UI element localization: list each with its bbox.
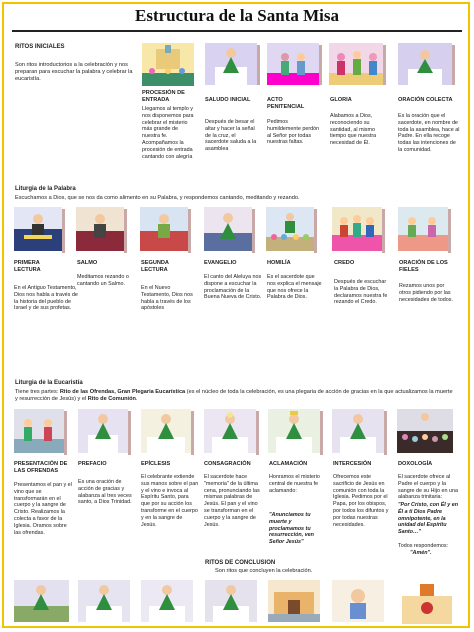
card-head: CONSAGRACIÓN xyxy=(204,461,251,467)
title-divider xyxy=(12,30,462,32)
illustration-shadow xyxy=(383,45,386,85)
card-head: SALUDO INICIAL xyxy=(205,97,251,103)
illustration-shadow xyxy=(448,209,451,253)
illustration-shadow xyxy=(314,209,317,253)
illustration-salmo xyxy=(76,207,124,251)
card-head: EPÍCLESIS xyxy=(141,461,171,467)
illustration-ofrendas xyxy=(14,409,64,453)
card-head: PRESENTACIÓN DE LAS OFRENDAS xyxy=(14,461,68,474)
card-text: Después de escuchar la Palabra de Dios, declaramos nuestra fe rezando el Credo. xyxy=(334,279,388,306)
card-text: Pedimos humildemente perdón al Señor por todas nuestras faltas. xyxy=(267,119,320,146)
illustration-conclusion-5 xyxy=(268,580,320,622)
illustration-shadow xyxy=(252,209,255,253)
illustration-conclusion-1 xyxy=(14,580,69,622)
card-text: Rezamos unos por otros pidiendo por las necesidades de todos. xyxy=(399,283,453,303)
card-head: CREDO xyxy=(334,260,355,266)
illustration-primera-lectura xyxy=(14,207,62,251)
illustration-aclamacion xyxy=(268,409,320,453)
card-response: Todos respondemos: xyxy=(398,543,449,549)
illustration-shadow xyxy=(62,209,65,253)
illustration-conclusion-4 xyxy=(205,580,257,622)
illustration-procesion xyxy=(142,43,194,86)
card-text: En el Nuevo Testamento, Dios nos habla a través de los apóstoles xyxy=(141,285,193,312)
section-label-liturgia-eucaristia: Liturgia de la Eucaristía xyxy=(15,380,83,386)
card-head: INTERCESIÓN xyxy=(333,461,372,467)
illustration-colecta xyxy=(398,43,452,85)
card-head: PROCESIÓN DE ENTRADA xyxy=(142,90,185,103)
illustration-intercesion xyxy=(332,409,384,453)
illustration-shadow xyxy=(64,411,67,455)
card-text: El sacerdote ofrece al Padre el cuerpo y la sangre de su Hijo en una alabanza trinitaria: xyxy=(398,474,458,501)
card-text: Alabamos a Dios, reconociendo su santidad, al mismo tiempo que nuestra necesidad de Él. xyxy=(330,113,377,147)
card-text: El sacerdote hace "memoria" de la última cena, pronunciando las mismas palabras de Jesús. El pan y el vino se transforman en el cuerpo y la sangre de Jesús. xyxy=(204,474,260,528)
card-head: ORACIÓN COLECTA xyxy=(398,97,453,103)
illustration-credo xyxy=(332,207,382,251)
illustration-gloria xyxy=(329,43,383,85)
illustration-epiclesis xyxy=(141,409,191,453)
card-head: PRIMERA LECTURA xyxy=(14,260,41,273)
illustration-shadow xyxy=(256,411,259,455)
card-text: En el Antiguo Testamento, Dios nos habla a través de la historia del pueblo de Israel y de sus profetas. xyxy=(14,285,78,312)
card-text: Es la oración que el sacerdote, en nombre de toda la asamblea, hace al Padre. En ella recoge todas las intenciones de la comunidad. xyxy=(398,113,460,153)
card-text: Es el sacerdote que nos explica el mensaje que nos ofrece la Palabra de Dios. xyxy=(267,274,322,301)
illustration-shadow xyxy=(124,209,127,253)
card-quote: "Por Cristo, con Él y en Él a ti Dios Padre omnipotente, en la unidad del Espíritu Santo…" xyxy=(398,502,459,536)
card-head: PREFACIO xyxy=(78,461,107,467)
illustration-conclusion-3 xyxy=(141,580,193,622)
illustration-doxologia xyxy=(397,409,453,453)
illustration-shadow xyxy=(320,411,323,455)
card-head: HOMILÍA xyxy=(267,260,291,266)
card-amen: "Amén". xyxy=(410,550,432,556)
card-text: Después de besar el altar y hacer la señal de la cruz, el sacerdote saluda a la asamblea xyxy=(205,119,257,153)
section-intro-liturgia-eucaristia: Tiene tres partes: Rito de las Ofrendas, Gran Plegaria Eucarística (es el núcleo de toda la celebración, es una plegaria de acción de gracias en la que actualizamos la muerte y resurrección de Jesús) y el Rito de Comunión. xyxy=(15,389,453,402)
section-label-ritos-iniciales: RITOS INICIALES xyxy=(15,44,65,50)
card-text: Es una oración de acción de gracias y alabanza al tres veces santo, a Dios Trinidad. xyxy=(78,479,132,506)
section-intro-liturgia-palabra: Escuchamos a Dios, que se nos da como alimento en su Palabra, y respondemos cantando, meditando y rezando. xyxy=(15,195,300,201)
card-head: ORACIÓN DE LOS FIELES xyxy=(399,260,448,273)
illustration-conclusion-7 xyxy=(398,582,456,624)
illustration-shadow xyxy=(319,45,322,85)
card-quote: "Anunciamos tu muerte y proclamamos tu resurrección, ven Señor Jesús" xyxy=(269,512,314,546)
illustration-saludo xyxy=(205,43,257,85)
page-title: Estructura de la Santa Misa xyxy=(135,6,339,25)
card-text: Llegamos al templo y nos disponemos para celebrar el misterio más grande de nuestra fe. Acompañamos la procesión de entrada cantando con alegría xyxy=(142,106,194,160)
card-head: EVANGELIO xyxy=(204,260,237,266)
illustration-shadow xyxy=(188,209,191,253)
illustration-conclusion-6 xyxy=(332,580,384,622)
illustration-homilia xyxy=(266,207,314,251)
card-text: Presentamos el pan y el vino que se transformarán en el cuerpo y la sangre de Cristo. Realizamos la colecta a favor de la Iglesia. Oramos sobre las ofrendas. xyxy=(14,482,72,536)
illustration-shadow xyxy=(128,411,131,455)
illustration-oracion-fieles xyxy=(398,207,448,251)
card-head: SEGUNDA LECTURA xyxy=(141,260,169,273)
illustration-shadow xyxy=(257,45,260,85)
card-head: GLORIA xyxy=(330,97,352,103)
illustration-consagracion xyxy=(204,409,256,453)
section-intro-ritos-conclusion: Son ritos que concluyen la celebración. xyxy=(215,568,313,574)
card-text: El celebrante extiende sus manos sobre el pan y el vino e invoca al Espíritu Santo, para que por su acción los transforme en el cuerpo y en la sangre de Jesús. xyxy=(141,474,199,528)
card-head: SALMO xyxy=(77,260,98,266)
card-text: Meditamos rezando o cantando un Salmo. xyxy=(77,274,129,287)
card-text: Ofrecemos este sacrificio de Jesús en comunión con toda la Iglesia. Pedimos por el Papa, por los obispos, por todos los difuntos y por todas nuestras necesidades. xyxy=(333,474,389,528)
illustration-penitencial xyxy=(267,43,319,85)
illustration-conclusion-2 xyxy=(78,580,130,622)
card-text: Honramos el misterio central de nuestra fe aclamando: xyxy=(269,474,320,494)
section-label-liturgia-palabra: Liturgia de la Palabra xyxy=(15,186,76,192)
illustration-prefacio xyxy=(78,409,128,453)
card-head: ACTO PENITENCIAL xyxy=(267,97,305,110)
section-label-ritos-conclusion: RITOS DE CONCLUSION xyxy=(205,560,276,566)
illustration-shadow xyxy=(452,45,455,85)
card-head: ACLAMACIÓN xyxy=(269,461,308,467)
section-intro-ritos-iniciales: Son ritos introductorios a la celebración y nos preparan para escuchar la palabra y celebrar la eucaristía. xyxy=(15,62,133,82)
card-text: El canto del Aleluya nos dispone a escuchar la proclamación de la Buena Nueva de Cristo. xyxy=(204,274,262,301)
illustration-evangelio xyxy=(204,207,252,251)
illustration-shadow xyxy=(384,411,387,455)
illustration-segunda-lectura xyxy=(140,207,188,251)
illustration-shadow xyxy=(382,209,385,253)
illustration-shadow xyxy=(191,411,194,455)
card-head: DOXOLOGÍA xyxy=(398,461,433,467)
